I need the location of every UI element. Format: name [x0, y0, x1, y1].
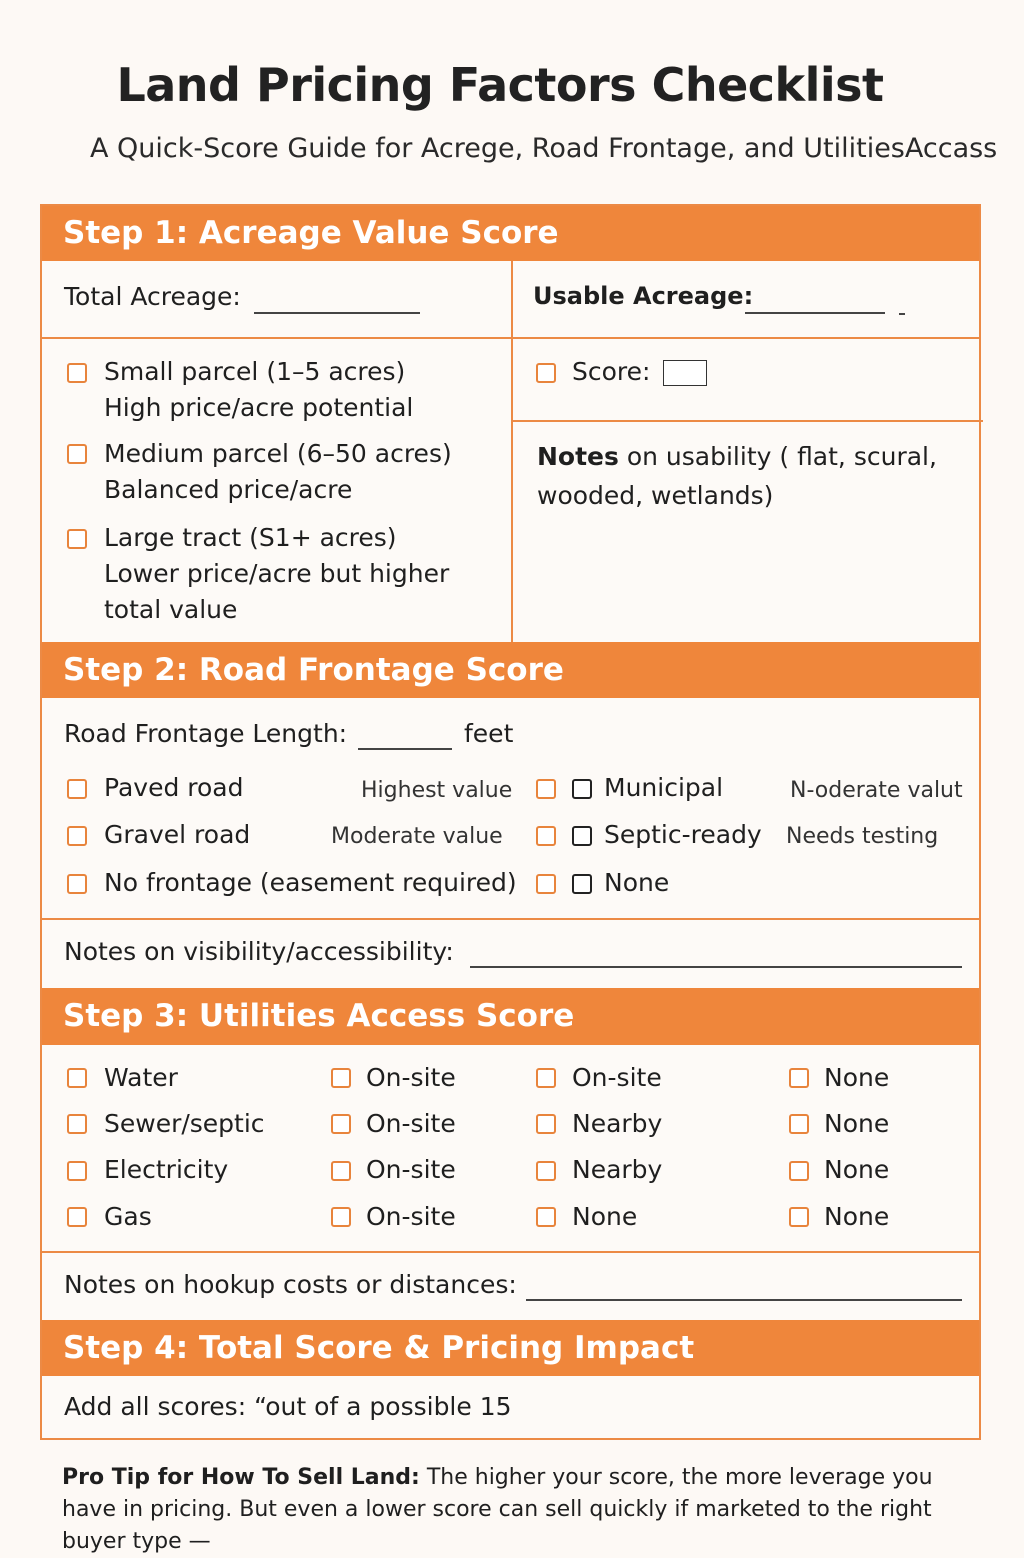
- water-onsite-label: On-site: [366, 1063, 456, 1092]
- sewer-onsite-checkbox[interactable]: [331, 1114, 351, 1134]
- large-tract-checkbox[interactable]: [67, 529, 87, 549]
- water-onsite-checkbox[interactable]: [331, 1068, 351, 1088]
- no-frontage-checkbox[interactable]: [67, 874, 87, 894]
- usable-acreage-label: Usable Acreage:: [533, 282, 754, 310]
- medium-parcel-detail: Balanced price/acre: [104, 475, 353, 504]
- municipal-label: Municipal: [604, 773, 724, 802]
- no-frontage-label: No frontage (easement required): [104, 868, 517, 897]
- frontage-length-label: Road Frontage Length:: [64, 719, 348, 748]
- electricity-label: Electricity: [104, 1155, 229, 1184]
- score-input-box[interactable]: [663, 360, 707, 386]
- small-parcel-detail: High price/acre potential: [104, 393, 414, 422]
- electricity-none-checkbox[interactable]: [789, 1161, 809, 1181]
- septic-ready-value: Needs testing: [786, 824, 939, 849]
- sewer-none-label: None: [824, 1109, 890, 1138]
- large-tract-detail-2: total value: [104, 595, 238, 624]
- visibility-notes-field[interactable]: [470, 966, 962, 968]
- gas-onsite-checkbox[interactable]: [331, 1207, 351, 1227]
- sewer-checkbox[interactable]: [67, 1114, 87, 1134]
- step3-heading: Step 3: Utilities Access Score: [42, 988, 979, 1045]
- step4-heading: Step 4: Total Score & Pricing Impact: [42, 1320, 979, 1376]
- total-score-summary: Add all scores: “out of a possible 15: [64, 1392, 512, 1421]
- paved-road-value: Highest value: [361, 778, 513, 803]
- septic-ready-checkbox[interactable]: [536, 826, 556, 846]
- medium-parcel-checkbox[interactable]: [67, 444, 87, 464]
- paved-road-checkbox[interactable]: [67, 779, 87, 799]
- total-acreage-field[interactable]: [254, 312, 420, 314]
- score-checkbox[interactable]: [536, 363, 556, 383]
- gas-col3-checkbox[interactable]: [536, 1207, 556, 1227]
- sewer-onsite-label: On-site: [366, 1109, 456, 1138]
- page-title: Land Pricing Factors Checklist: [116, 58, 884, 112]
- paved-road-label: Paved road: [104, 773, 244, 802]
- checklist-sheet: [40, 204, 981, 1440]
- water-none-label: None: [604, 868, 670, 897]
- medium-parcel-label: Medium parcel (6–50 acres): [104, 439, 452, 468]
- water-none-col-label: None: [824, 1063, 890, 1092]
- visibility-notes-label: Notes on visibility/accessibility:: [64, 937, 454, 966]
- usable-acreage-field[interactable]: [745, 312, 885, 314]
- page-subtitle: A Quick-Score Guide for Acrege, Road Frontage, and UtilitiesAccass: [90, 133, 998, 164]
- sewer-none-checkbox[interactable]: [789, 1114, 809, 1134]
- step1-divider: [511, 261, 513, 642]
- gas-col3-label: None: [572, 1202, 638, 1231]
- gas-none-label: None: [824, 1202, 890, 1231]
- sewer-label: Sewer/septic: [104, 1109, 265, 1138]
- frontage-length-unit: feet: [464, 719, 514, 748]
- gas-checkbox[interactable]: [67, 1207, 87, 1227]
- municipal-checkbox[interactable]: [536, 779, 556, 799]
- step1-heading: Step 1: Acreage Value Score: [42, 206, 979, 261]
- gravel-road-checkbox[interactable]: [67, 826, 87, 846]
- electricity-checkbox[interactable]: [67, 1161, 87, 1181]
- gravel-road-value: Moderate value: [331, 824, 503, 849]
- pro-tip: [62, 1462, 962, 1558]
- water-checkbox[interactable]: [67, 1068, 87, 1088]
- gas-none-checkbox[interactable]: [789, 1207, 809, 1227]
- electricity-nearby-label: Nearby: [572, 1155, 663, 1184]
- electricity-none-label: None: [824, 1155, 890, 1184]
- water-none-inner-checkbox[interactable]: [572, 874, 592, 894]
- water-label: Water: [104, 1063, 178, 1092]
- municipal-inner-checkbox[interactable]: [572, 779, 592, 799]
- step2-heading: Step 2: Road Frontage Score: [42, 642, 979, 698]
- usability-notes: Notes on usability ( flat, scural,: [537, 442, 937, 471]
- large-tract-label: Large tract (S1+ acres): [104, 523, 397, 552]
- septic-ready-inner-checkbox[interactable]: [572, 826, 592, 846]
- small-parcel-label: Small parcel (1–5 acres): [104, 357, 406, 386]
- large-tract-detail: Lower price/acre but higher: [104, 559, 450, 588]
- usability-notes-2: wooded, wetlands): [537, 481, 774, 510]
- score-label: Score:: [572, 357, 651, 386]
- municipal-value: N-oderate valut: [790, 778, 963, 803]
- water-col3-checkbox[interactable]: [536, 1068, 556, 1088]
- pro-tip-label: Pro Tip for How To Sell Land:: [62, 1465, 420, 1490]
- electricity-onsite-checkbox[interactable]: [331, 1161, 351, 1181]
- water-col3-label: On-site: [572, 1063, 662, 1092]
- pro-tip-text: The higher your score, the more leverage you have in pricing. But even a lower score can sell quickly if marketed to the right buyer type —: [62, 1465, 933, 1554]
- small-parcel-checkbox[interactable]: [67, 363, 87, 383]
- gas-label: Gas: [104, 1202, 152, 1231]
- gas-onsite-label: On-site: [366, 1202, 456, 1231]
- hookup-notes-field[interactable]: [526, 1299, 962, 1301]
- water-none-checkbox[interactable]: [536, 874, 556, 894]
- total-acreage-label: Total Acreage:: [64, 282, 241, 311]
- sewer-nearby-label: Nearby: [572, 1109, 663, 1138]
- hookup-notes-label: Notes on hookup costs or distances:: [64, 1270, 517, 1299]
- sewer-nearby-checkbox[interactable]: [536, 1114, 556, 1134]
- water-none-col-checkbox[interactable]: [789, 1068, 809, 1088]
- electricity-onsite-label: On-site: [366, 1155, 456, 1184]
- gravel-road-label: Gravel road: [104, 820, 251, 849]
- septic-ready-label: Septic-ready: [604, 820, 762, 849]
- frontage-length-field[interactable]: [358, 748, 452, 750]
- electricity-nearby-checkbox[interactable]: [536, 1161, 556, 1181]
